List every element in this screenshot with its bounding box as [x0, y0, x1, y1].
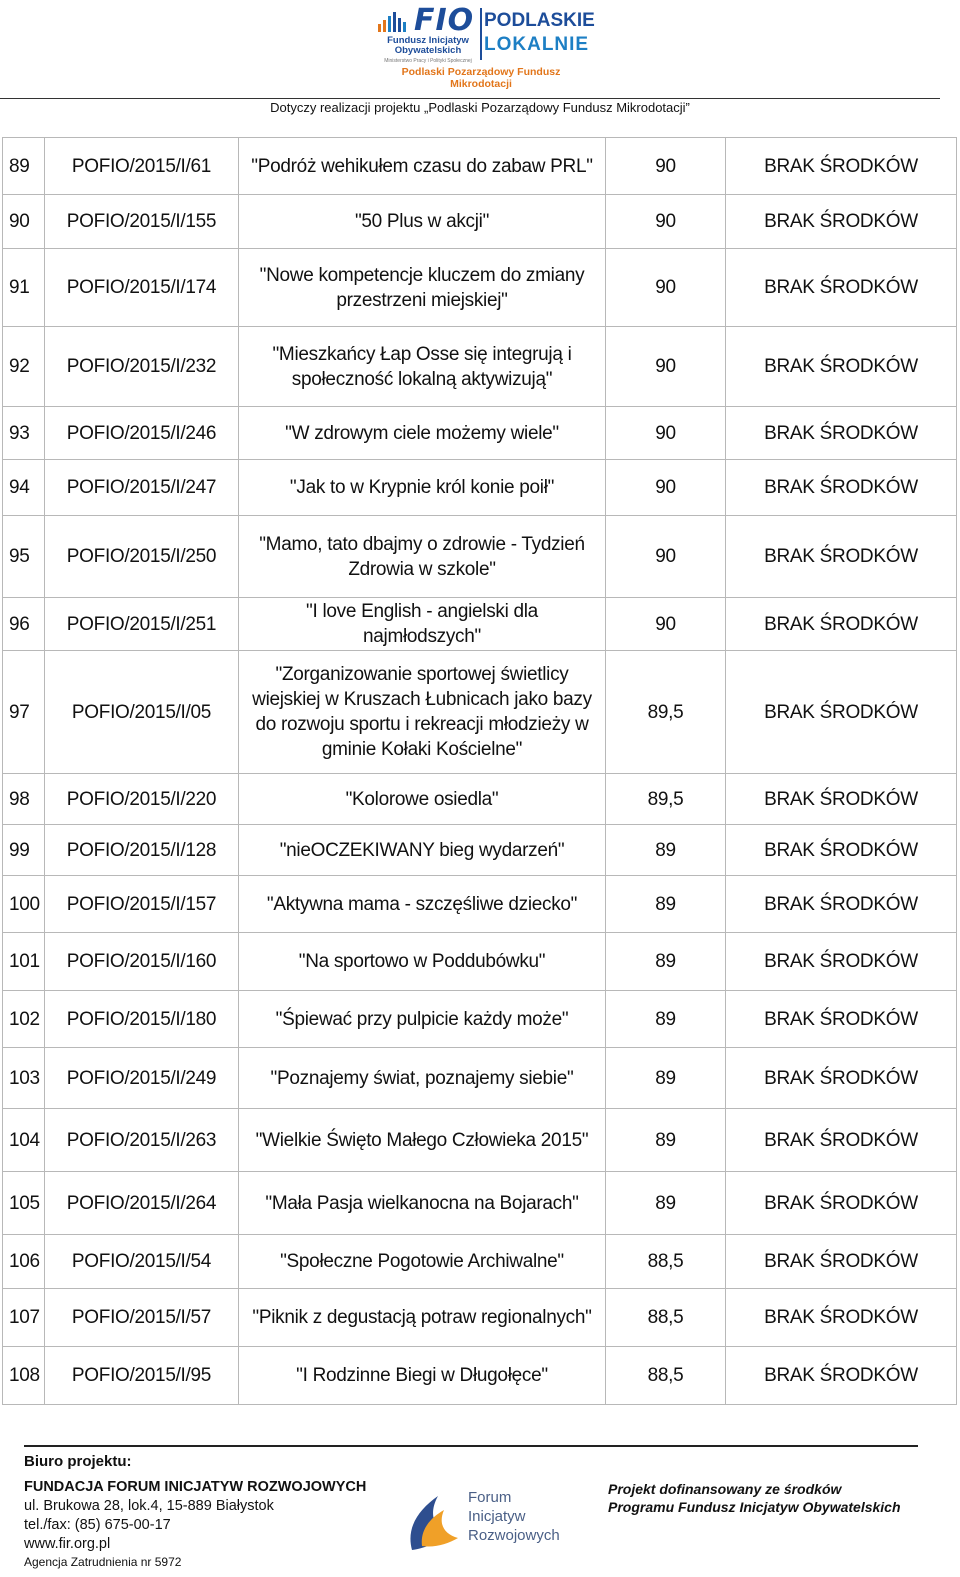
lokalnie-text: LOKALNIE — [484, 34, 590, 55]
status-cell: BRAK ŚRODKÓW — [726, 195, 957, 249]
footer-contact — [24, 1478, 384, 1570]
status-cell: BRAK ŚRODKÓW — [726, 1172, 957, 1235]
application-code-cell: POFIO/2015/I/249 — [45, 1048, 239, 1109]
table-row — [3, 1172, 957, 1235]
project-title-cell: "Mała Pasja wielkanocna na Bojarach" — [239, 1172, 606, 1235]
footer-divider — [24, 1445, 918, 1447]
application-code-cell: POFIO/2015/I/61 — [45, 138, 239, 195]
page-header — [0, 0, 960, 130]
project-title-cell: "Aktywna mama - szczęśliwe dziecko" — [239, 876, 606, 933]
row-number-cell: 103 — [3, 1048, 45, 1109]
row-number-cell: 96 — [3, 598, 45, 651]
org-name: FUNDACJA FORUM INICJATYW ROZWOJOWYCH — [24, 1479, 367, 1495]
status-cell: BRAK ŚRODKÓW — [726, 774, 957, 825]
status-cell: BRAK ŚRODKÓW — [726, 460, 957, 516]
row-number-cell: 89 — [3, 138, 45, 195]
application-code-cell: POFIO/2015/I/250 — [45, 516, 239, 598]
status-cell: BRAK ŚRODKÓW — [726, 1235, 957, 1289]
table-row — [3, 876, 957, 933]
row-number-cell: 91 — [3, 249, 45, 327]
fir-flame-icon — [404, 1484, 464, 1554]
application-code-cell: POFIO/2015/I/160 — [45, 933, 239, 991]
score-cell: 88,5 — [606, 1235, 726, 1289]
fio-bars-icon — [376, 10, 412, 32]
fir-logo-line3: Rozwojowych — [468, 1527, 560, 1544]
fir-logo-line1: Forum — [468, 1489, 512, 1506]
status-cell: BRAK ŚRODKÓW — [726, 876, 957, 933]
application-code-cell: POFIO/2015/I/157 — [45, 876, 239, 933]
table-row — [3, 933, 957, 991]
score-cell: 89 — [606, 825, 726, 876]
row-number-cell: 104 — [3, 1109, 45, 1172]
org-address: ul. Brukowa 28, lok.4, 15-889 Białystok — [24, 1498, 274, 1514]
score-cell: 89 — [606, 991, 726, 1048]
fio-subtitle: Fundusz Inicjatyw Obywatelskich — [387, 35, 469, 56]
application-code-cell: POFIO/2015/I/155 — [45, 195, 239, 249]
project-title-cell: "I love English - angielski dla najmłodszych" — [239, 598, 606, 651]
score-cell: 88,5 — [606, 1289, 726, 1347]
status-cell: BRAK ŚRODKÓW — [726, 825, 957, 876]
application-code-cell: POFIO/2015/I/128 — [45, 825, 239, 876]
project-title-cell: "Nowe kompetencje kluczem do zmiany przestrzeni miejskiej" — [239, 249, 606, 327]
project-title-cell: "Zorganizowanie sportowej świetlicy wiejskiej w Kruszach Łubnicach jako bazy do rozwoju sportu i rekreacji młodzieży w gminie Kołaki Kościelne" — [239, 651, 606, 774]
podlaskie-text: PODLASKIE — [484, 10, 595, 31]
project-title-cell: "Społeczne Pogotowie Archiwalne" — [239, 1235, 606, 1289]
score-cell: 90 — [606, 138, 726, 195]
application-code-cell: POFIO/2015/I/54 — [45, 1235, 239, 1289]
table-row — [3, 991, 957, 1048]
application-code-cell: POFIO/2015/I/95 — [45, 1347, 239, 1405]
table-row — [3, 1109, 957, 1172]
fio-tiny-text: Ministerstwo Pracy i Polityki Społecznej — [384, 58, 472, 64]
fio-podlaskie-logo — [376, 3, 595, 90]
org-phone: tel./fax: (85) 675-00-17 — [24, 1517, 171, 1533]
table-row — [3, 516, 957, 598]
score-cell: 90 — [606, 598, 726, 651]
status-cell: BRAK ŚRODKÓW — [726, 327, 957, 407]
row-number-cell: 99 — [3, 825, 45, 876]
row-number-cell: 102 — [3, 991, 45, 1048]
score-cell: 89,5 — [606, 774, 726, 825]
fio-logo-text: FIO — [414, 3, 475, 38]
table-row — [3, 1289, 957, 1347]
org-website[interactable]: www.fir.org.pl — [24, 1536, 111, 1552]
cofinance-line1: Projekt dofinansowany ze środków — [608, 1481, 842, 1497]
score-cell: 90 — [606, 195, 726, 249]
score-cell: 90 — [606, 249, 726, 327]
application-code-cell: POFIO/2015/I/263 — [45, 1109, 239, 1172]
results-table — [2, 137, 957, 1405]
row-number-cell: 98 — [3, 774, 45, 825]
status-cell: BRAK ŚRODKÓW — [726, 407, 957, 460]
status-cell: BRAK ŚRODKÓW — [726, 991, 957, 1048]
score-cell: 89 — [606, 1109, 726, 1172]
results-table-body — [3, 138, 957, 1405]
status-cell: BRAK ŚRODKÓW — [726, 1048, 957, 1109]
application-code-cell: POFIO/2015/I/05 — [45, 651, 239, 774]
table-row — [3, 249, 957, 327]
status-cell: BRAK ŚRODKÓW — [726, 249, 957, 327]
row-number-cell: 94 — [3, 460, 45, 516]
score-cell: 89 — [606, 876, 726, 933]
score-cell: 89 — [606, 1172, 726, 1235]
score-cell: 89 — [606, 1048, 726, 1109]
cofinance-note — [608, 1480, 928, 1516]
status-cell: BRAK ŚRODKÓW — [726, 1347, 957, 1405]
org-agency: Agencja Zatrudnienia nr 5972 — [24, 1555, 182, 1569]
application-code-cell: POFIO/2015/I/220 — [45, 774, 239, 825]
status-cell: BRAK ŚRODKÓW — [726, 598, 957, 651]
status-cell: BRAK ŚRODKÓW — [726, 1289, 957, 1347]
status-cell: BRAK ŚRODKÓW — [726, 933, 957, 991]
project-title-cell: "nieOCZEKIWANY bieg wydarzeń" — [239, 825, 606, 876]
table-row — [3, 774, 957, 825]
project-title-cell: "Mamo, tato dbajmy o zdrowie - Tydzień Zdrowia w szkole" — [239, 516, 606, 598]
project-title-cell: "Mieszkańcy Łap Osse się integrują i społeczność lokalną aktywizują" — [239, 327, 606, 407]
logo-divider — [480, 8, 482, 60]
project-title-cell: "Śpiewać przy pulpicie każdy może" — [239, 991, 606, 1048]
table-row — [3, 1347, 957, 1405]
row-number-cell: 108 — [3, 1347, 45, 1405]
score-cell: 90 — [606, 407, 726, 460]
row-number-cell: 106 — [3, 1235, 45, 1289]
cofinance-line2: Programu Fundusz Inicjatyw Obywatelskich — [608, 1499, 901, 1515]
row-number-cell: 107 — [3, 1289, 45, 1347]
project-title-cell: "50 Plus w akcji" — [239, 195, 606, 249]
row-number-cell: 105 — [3, 1172, 45, 1235]
row-number-cell: 93 — [3, 407, 45, 460]
row-number-cell: 90 — [3, 195, 45, 249]
status-cell: BRAK ŚRODKÓW — [726, 1109, 957, 1172]
application-code-cell: POFIO/2015/I/232 — [45, 327, 239, 407]
table-row — [3, 460, 957, 516]
application-code-cell: POFIO/2015/I/247 — [45, 460, 239, 516]
row-number-cell: 101 — [3, 933, 45, 991]
score-cell: 89 — [606, 933, 726, 991]
project-title-cell: "W zdrowym ciele możemy wiele" — [239, 407, 606, 460]
table-row — [3, 407, 957, 460]
row-number-cell: 92 — [3, 327, 45, 407]
table-row — [3, 327, 957, 407]
table-row — [3, 1048, 957, 1109]
score-cell: 90 — [606, 327, 726, 407]
application-code-cell: POFIO/2015/I/264 — [45, 1172, 239, 1235]
application-code-cell: POFIO/2015/I/251 — [45, 598, 239, 651]
score-cell: 90 — [606, 460, 726, 516]
table-row — [3, 195, 957, 249]
table-row — [3, 825, 957, 876]
row-number-cell: 95 — [3, 516, 45, 598]
table-row — [3, 1235, 957, 1289]
fir-logo-line2: Inicjatyw — [468, 1508, 526, 1525]
project-title-cell: "Piknik z degustacją potraw regionalnych" — [239, 1289, 606, 1347]
status-cell: BRAK ŚRODKÓW — [726, 516, 957, 598]
application-code-cell: POFIO/2015/I/180 — [45, 991, 239, 1048]
project-title-cell: "Na sportowo w Poddubówku" — [239, 933, 606, 991]
score-cell: 90 — [606, 516, 726, 598]
project-title-cell: "Podróż wehikułem czasu do zabaw PRL" — [239, 138, 606, 195]
status-cell: BRAK ŚRODKÓW — [726, 651, 957, 774]
project-title-cell: "I Rodzinne Biegi w Długołęce" — [239, 1347, 606, 1405]
application-code-cell: POFIO/2015/I/246 — [45, 407, 239, 460]
fund-name: Podlaski Pozarządowy Fundusz Mikrodotacji — [401, 66, 561, 90]
row-number-cell: 100 — [3, 876, 45, 933]
table-row — [3, 598, 957, 651]
status-cell: BRAK ŚRODKÓW — [726, 138, 957, 195]
header-divider — [0, 98, 940, 99]
table-row — [3, 138, 957, 195]
row-number-cell: 97 — [3, 651, 45, 774]
application-code-cell: POFIO/2015/I/57 — [45, 1289, 239, 1347]
project-title-cell: "Wielkie Święto Małego Człowieka 2015" — [239, 1109, 606, 1172]
header-caption: Dotyczy realizacji projektu „Podlaski Pozarządowy Fundusz Mikrodotacji” — [270, 100, 690, 115]
footer-heading: Biuro projektu: — [24, 1453, 132, 1470]
fir-logo-text — [468, 1488, 560, 1545]
score-cell: 89,5 — [606, 651, 726, 774]
fir-logo — [404, 1484, 560, 1574]
score-cell: 88,5 — [606, 1347, 726, 1405]
project-title-cell: "Jak to w Krypnie król konie poił" — [239, 460, 606, 516]
application-code-cell: POFIO/2015/I/174 — [45, 249, 239, 327]
project-title-cell: "Poznajemy świat, poznajemy siebie" — [239, 1048, 606, 1109]
table-row — [3, 651, 957, 774]
project-title-cell: "Kolorowe osiedla" — [239, 774, 606, 825]
